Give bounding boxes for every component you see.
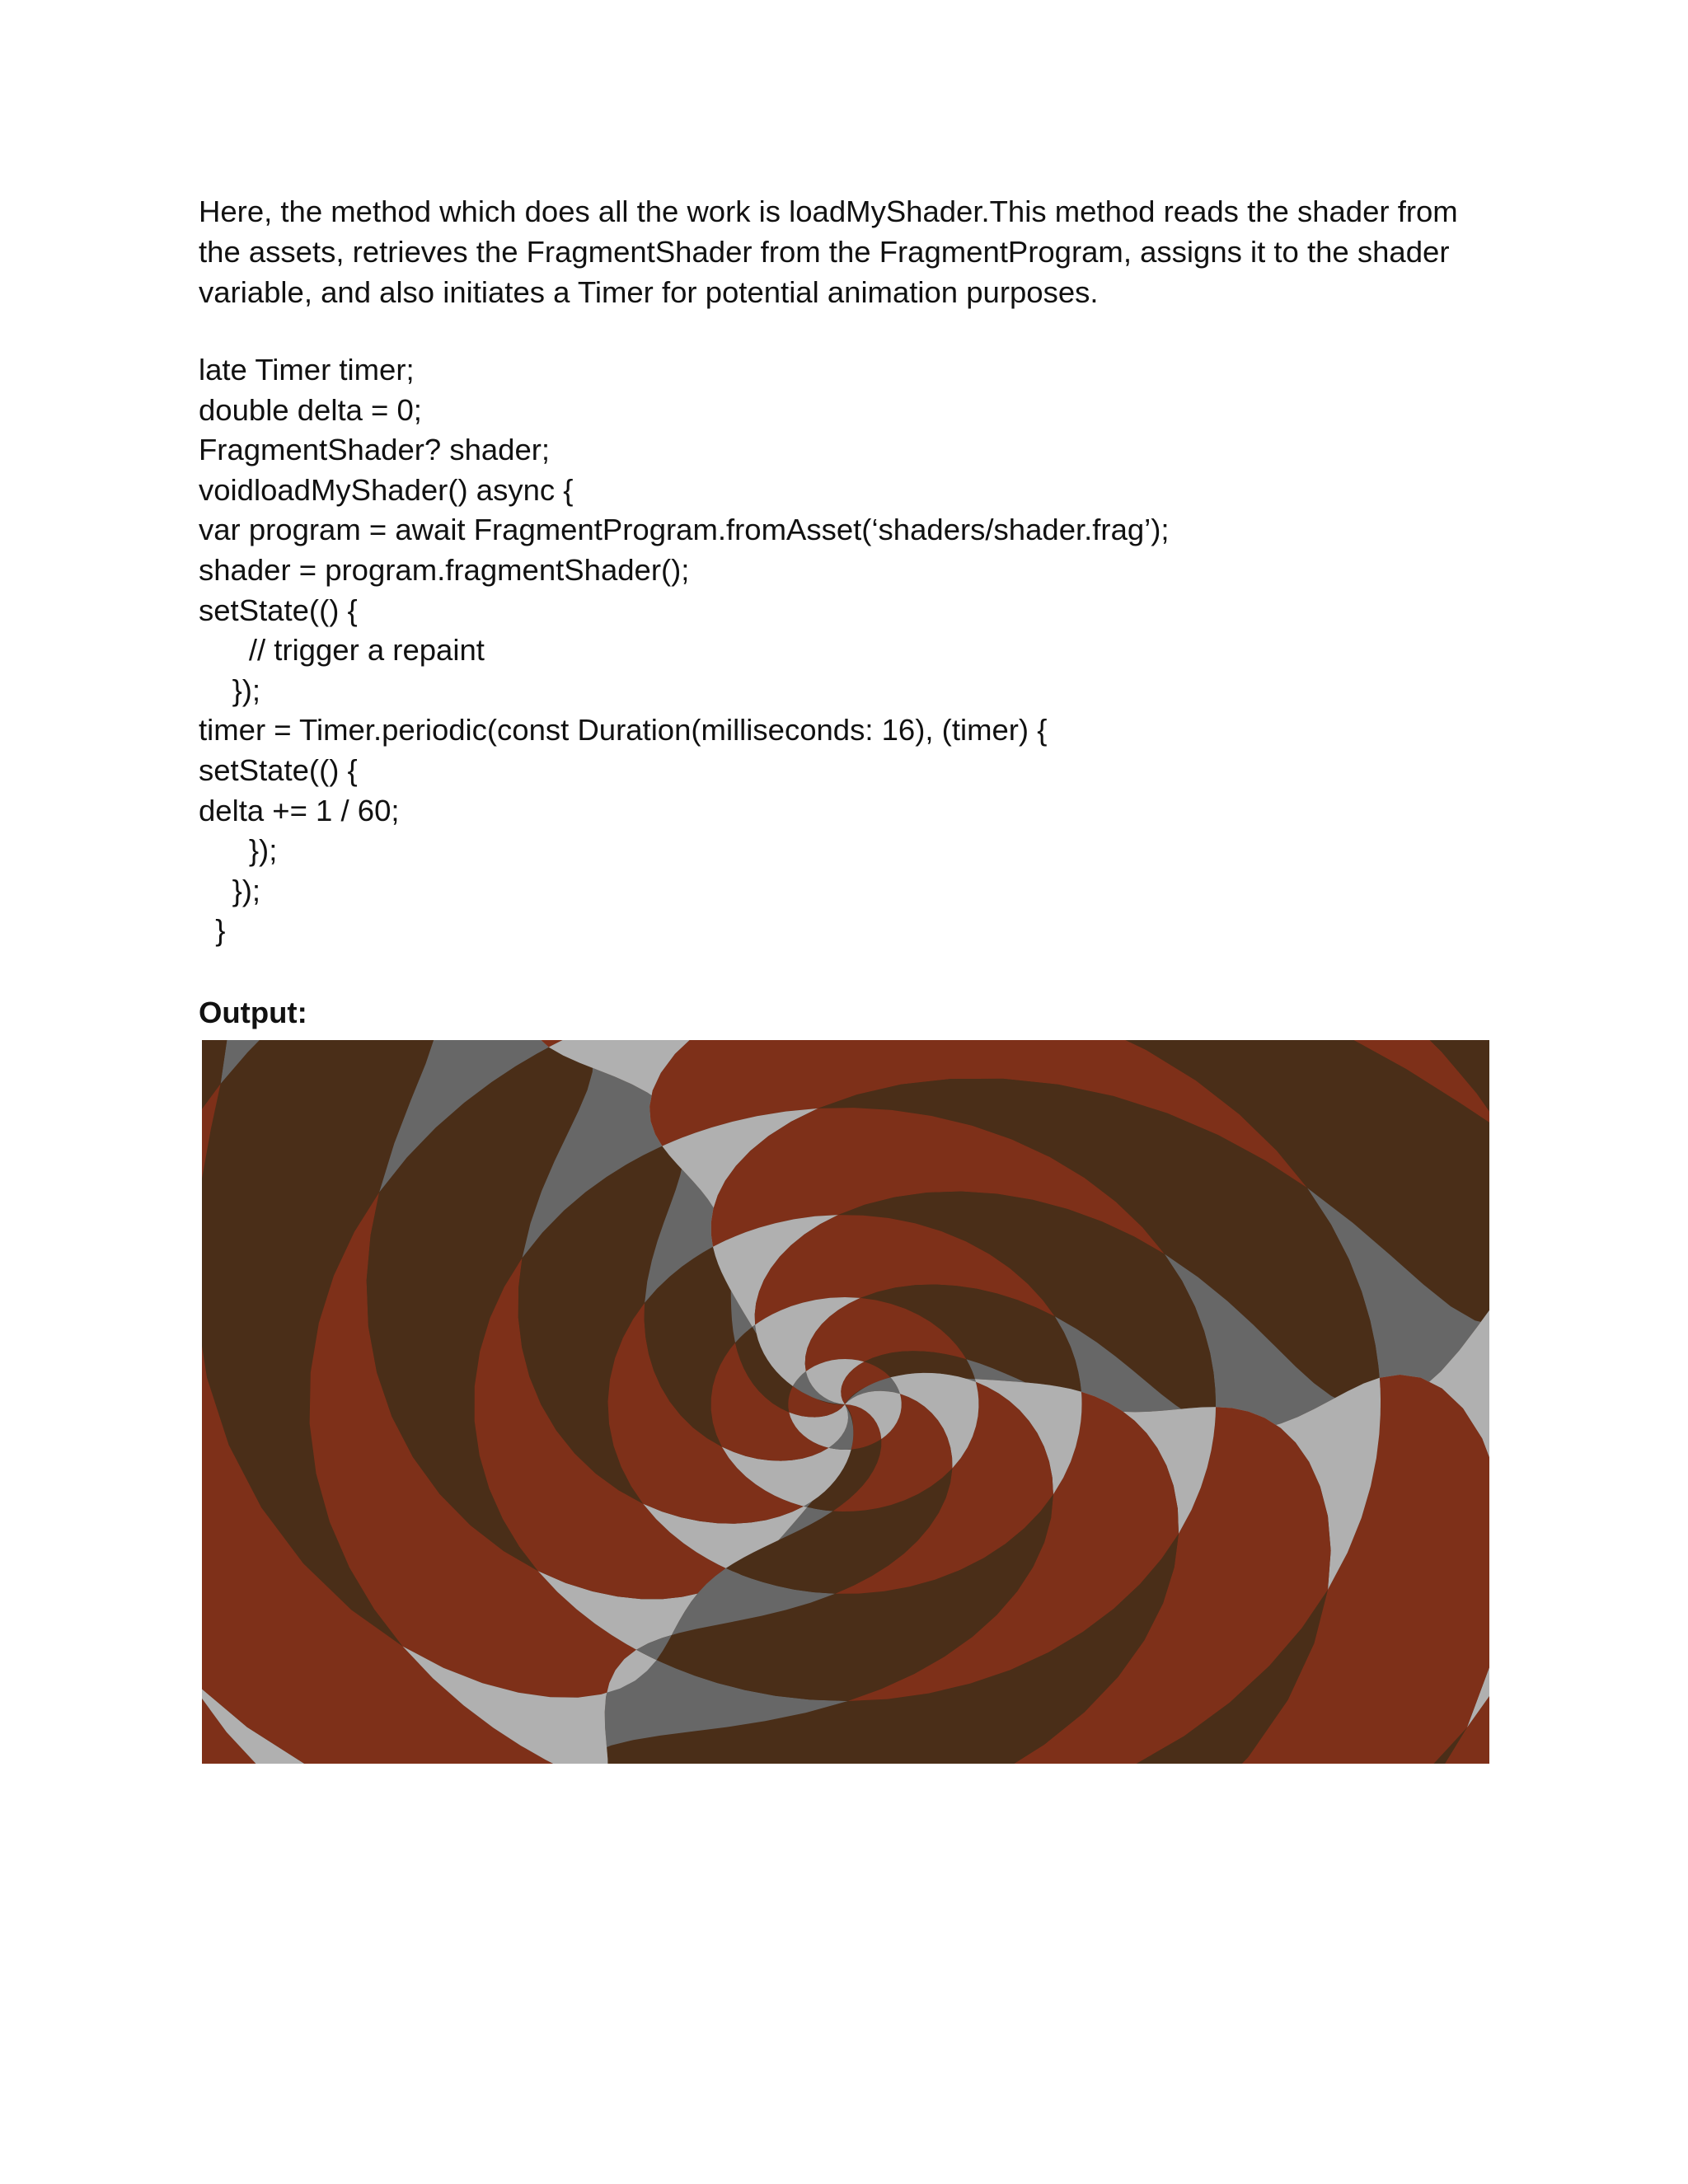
code-line: }); [199, 873, 261, 907]
code-line: FragmentShader? shader; [199, 433, 551, 467]
code-line: setState(() { [199, 593, 358, 627]
swirl-pattern-graphic [202, 1040, 1489, 1764]
code-line: } [199, 913, 226, 948]
code-line: timer = Timer.periodic(const Duration(milliseconds: 16), (timer) { [199, 713, 1048, 748]
code-line: }); [199, 673, 261, 707]
code-line: }); [199, 833, 278, 868]
code-line: // trigger a repaint [199, 633, 485, 668]
code-line: shader = program.fragmentShader(); [199, 552, 690, 587]
output-label: Output: [199, 996, 307, 1029]
intro-paragraph: Here, the method which does all the work is loadMyShader.This method reads the shader from the assets, retrieves the FragmentShader from the FragmentProgram, assigns it to the shader variable, and also initiates a Timer for potential animation purposes. [199, 194, 1458, 309]
code-line: voidloadMyShader() async { [199, 472, 574, 507]
code-line: late Timer timer; [199, 353, 415, 387]
code-line: double delta = 0; [199, 392, 422, 427]
swirl-shader-output-image [202, 1040, 1489, 1764]
code-line: var program = await FragmentProgram.fromAsset(‘shaders/shader.frag’); [199, 513, 1170, 547]
code-line: delta += 1 / 60; [199, 793, 400, 827]
code-line: setState(() { [199, 752, 358, 787]
code-block [199, 350, 1517, 951]
